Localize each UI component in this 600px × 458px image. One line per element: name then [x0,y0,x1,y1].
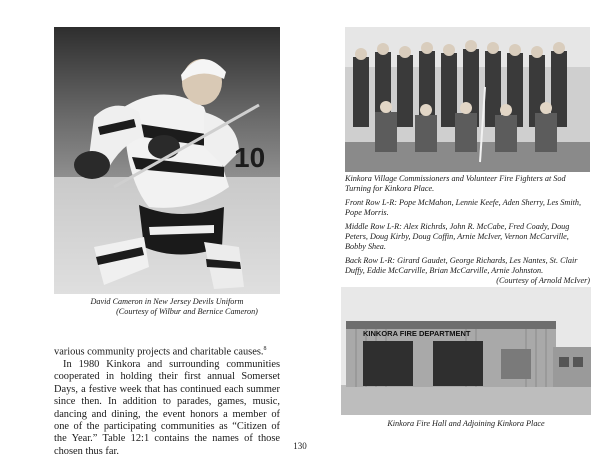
group-photo-image [345,27,590,172]
fire-hall-caption: Kinkora Fire Hall and Adjoining Kinkora Place [387,419,545,428]
hockey-photo-caption [54,297,280,317]
somerset-days-paragraph: In 1980 Kinkora and surrounding communities cooperated in holding their first annual Somerset Days, a festive week that has continued each summer since then. In addition to parades, games, music, dancing and dining, the event honors a member of one of the participating communities as “Citizen of the Year.” Table 12:1 contains the names of those chosen thus far. [54,358,280,457]
continued-paragraph [54,343,280,359]
hockey-photo-credit: (Courtesy of Wilbur and Bernice Cameron) [116,307,258,316]
continued-paragraph-text: various community projects and charitable causes. [54,346,264,358]
hockey-player-photo [54,27,280,294]
page-number: 130 [293,441,307,451]
sod-photo-credit: (Courtesy of Arnold McIver) [496,276,590,285]
fire-hall-image [341,287,591,415]
fire-department-sign: KINKORA FIRE DEPARTMENT [363,329,471,338]
jersey-number: 10 [234,142,266,173]
back-row-names: Back Row L-R: Girard Gaudet, George Richards, Les Nantes, St. Clair Duffy, Eddie McCarville, Brian McCarville, Arnie Johnston. [345,256,578,275]
hockey-caption-title: David Cameron in New Jersey Devils Uniform [90,297,244,306]
fire-hall-photo [341,287,591,415]
sod-caption-title: Kinkora Village Commissioners and Volunteer Fire Fighters at Sod Turning for Kinkora Place. [345,174,566,193]
sod-turning-group-photo [345,27,590,172]
footnote-reference: 8 [263,346,267,352]
middle-row-names: Middle Row L-R: Alex Richrds, John R. McCabe, Fred Coady, Doug Peters, Doug Kirby, Doug Coffin, Arnie McIver, Vernon McCarville, Bobby Shea. [345,222,570,251]
front-row-names: Front Row L-R: Pope McMahon, Lennie Keefe, Aden Sherry, Les Smith, Pope Morris. [345,198,582,217]
hockey-player-image [54,27,280,294]
sod-turning-caption [345,174,590,286]
